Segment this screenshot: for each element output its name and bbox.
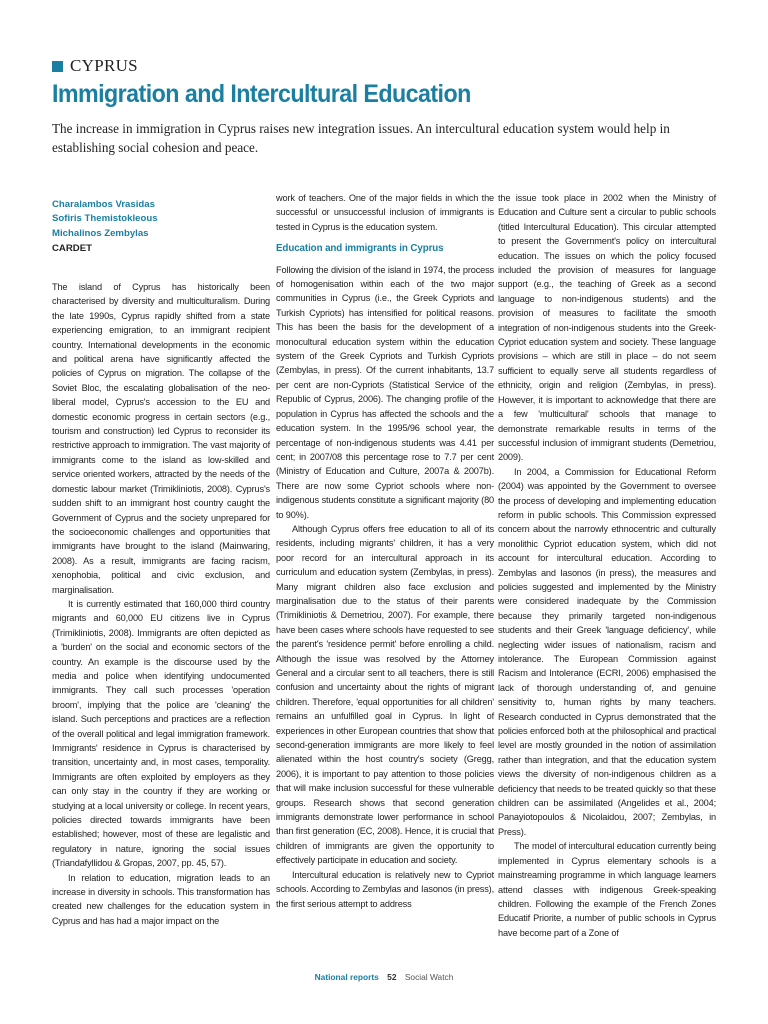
text-column-1	[52, 280, 270, 928]
page-number: 52	[387, 972, 397, 982]
body-paragraph: The island of Cyprus has historically been characterised by diversity and multiculturalism. During the late 1990s, Cyprus rapidly shifted from a state experiencing emigration, to an immigrant recipient country. International developments in the economic and political arena have significantly affected the policies of Cyprus on migration. The collapse of the Soviet Bloc, the escalating globalisation of the neo-liberal model, Cyprus's accession to the EU and domestic economic progress in certain sectors (e.g., tourism and construction) led Cyprus to reconsider its restrictive approach to immigration. The vast majority of immigrants come to the island as low-skilled and service oriented workers, attracted by the needs of the domestic labour market (Trimikliniotis, 2008). Cyprus's sudden shift to an immigrant host country caught the Government of Cyprus and the society unprepared for the socioeconomic challenges and opportunities that immigrants have brought to the island (Mainwaring, 2008). As a result, immigrants are facing racism, xenophobia, political and civic exclusion, and marginalisation.	[52, 282, 270, 595]
body-paragraph: In relation to education, migration leads to an increase in diversity in schools. This transformation has created new challenges for the education system in Cyprus and has had a major impact on the	[52, 872, 270, 926]
author-name: Sofiris Themistokleous	[52, 213, 158, 225]
footer-section: National reports	[314, 972, 379, 982]
page-title: Immigration and Intercultural Education	[52, 80, 471, 108]
country-name: CYPRUS	[70, 56, 138, 75]
section-heading: Education and immigrants in Cyprus	[276, 243, 444, 255]
text-column-3	[498, 191, 716, 940]
lead-paragraph: The increase in immigration in Cyprus raises new integration issues. An intercultural education system would help in establishing social cohesion and peace.	[52, 121, 670, 155]
body-paragraph: Following the division of the island in 1974, the process of homogenisation within each of the two major communities in Cyprus (i.e., the Greek Cypriots and Turkish Cypriots) has intensified for political reasons. This has been the basis for the development of a monocultural education system within the education system of the Greek Cypriots and Turkish Cypriots (Zembylas, in press). Of the current inhabitants, 13.7 per cent are non-Cypriots (Statistical Service of the Republic of Cyprus, 2006). The changing profile of the population in Cyprus has affected the schools and the education system. In the 1995/96 school year, the percentage of non-indigenous students was 4.41 per cent; in 2007/08 this percentage rose to 7.7 per cent (Ministry of Education and Culture, 2007a & 2007b). There are now some Cypriot schools where non-indigenous students constitute a significant majority (80 to 90%).	[276, 264, 494, 520]
author-block	[52, 198, 262, 257]
body-paragraph: Although Cyprus offers free education to all of its residents, including migrants' children, it has a very poor record for an intercultural approach in its curriculum and education system (Zembylas, in press). Many migrant children also face exclusion and marginalisation due to the status of their parents (Trimikliniotis & Demetriou, 2007). For example, there have been cases where schools have requested to see the parent's 'residence permit' before enrolling a child. Although the issue was resolved by the Attorney General and a circular sent to all teachers, there is still confusion and uncertainty about the rights of migrant children. Therefore, 'equal opportunities for all children' remains an unfulfilled goal in Cyprus. In light of experiences in other European countries that show that second-generation immigrants are more likely to feel alienated within the host country's society (Gregg, 2006), it is important to pay attention to those policies that will make inclusion successful for these vulnerable groups. Research shows that second generation immigrants demonstrate lower performance in school than first generation (EC, 2008). Hence, it is crucial that children of immigrants are given the opportunity to effectively participate in education and society.	[276, 523, 494, 866]
body-paragraph: It is currently estimated that 160,000 third country migrants and 60,000 EU citizens live in Cyprus (Trimikliniotis, 2008). Immigrants are often depicted as a 'burden' on the social and economic sectors of the country. An example is the discourse used by the media and police when identifying undocumented immigrants. They call such processes 'operation broom', implying that the police are 'cleaning' the island. Such perceptions and practices are a reflection of the overall political and legal immigration framework. Immigrants' residence in Cyprus is characterised by transition, uncertainty and, in most cases, temporality. Immigrants are often exploited by employers as they can only stay in the country if they are working or studying at a local university or college. In recent years, policies directed towards immigrants have been established; however, most of these are legalistic and regulatory in nature, ignoring the social issues (Triandafyllidou & Gropas, 2007, pp. 45, 57).	[52, 598, 270, 869]
body-paragraph: The model of intercultural education currently being implemented in Cyprus elementary schools is a mainstreaming programme in which language learners attend classes with indigenous Greek-speaking children. Following the example of the French Zones Educatif Priorite, a number of public schools in Cyprus have become part of a Zone of	[498, 841, 716, 938]
body-paragraph: Intercultural education is relatively new to Cypriot schools. According to Zembylas and Iasonos (in press), the first serious attempt to address	[276, 869, 494, 909]
author-name: Charalambos Vrasidas	[52, 199, 155, 210]
page-footer	[0, 972, 768, 982]
body-paragraph: the issue took place in 2002 when the Ministry of Education and Culture sent a circular to public schools (titled Intercultural Education). This circular attempted to present the Government's policy on intercultural education. The issues on which the policy focused included the provision of measures for language support (e.g., the teaching of Greek as a second language to non-indigenous students) and the provision of measures to facilitate the smooth integration of non-indigenous students into the Greek-Cypriot education system and society. These language provisions – which are still in place – do not seem sufficient to equally serve all students regardless of ethnicity, origin and religion (Zembylas, in press). However, it is important to acknowledge that there are a few 'multicultural' schools that manage to demonstrate remarkable results in terms of the successful inclusion of immigrant students (Demetriou, 2009).	[498, 193, 716, 463]
body-paragraph: work of teachers. One of the major fields in which the successful or unsuccessful inclusion of immigrants is tested in Cyprus is the education system.	[276, 193, 494, 232]
author-organization: CARDET	[52, 243, 92, 255]
footer-publication: Social Watch	[404, 972, 454, 982]
author-name: Michalinos Zembylas	[52, 227, 149, 239]
country-square-icon	[52, 61, 63, 72]
country-label	[52, 56, 138, 76]
text-column-2	[276, 191, 494, 911]
body-paragraph: In 2004, a Commission for Educational Reform (2004) was appointed by the Government to oversee the process of developing and implementing education reform in public schools. This Commission expressed concern about the narrowly ethnocentric and culturally monolithic Cypriot education system, which did not account for intercultural education. According to Zembylas and Iasonos (in press), the measures and policies suggested and implemented by the Ministry were considered inadequate by the Commission because they primarily targeted non-indigenous students and their Greek 'language deficiency', while neglecting wider issues of nationalism, racism and intolerance. The European Commission against Racism and Intolerance (ECRI, 2006) emphasised the lack of thorough understanding of, and genuine sensitivity to, human rights by many teachers. Research conducted in Cyprus demonstrated that the policies enforced both at the philosophical and practical level are mostly grounded in the notion of assimilation rather than integration, and that the education system views the diversity of non-indigenous children as a deficiency that needs to be treated quickly so that these children can be assimilated (Angelides et al., 2004; Panayiotopoulos & Nicolaidou, 2007; Zembylas, in Press).	[498, 466, 716, 837]
